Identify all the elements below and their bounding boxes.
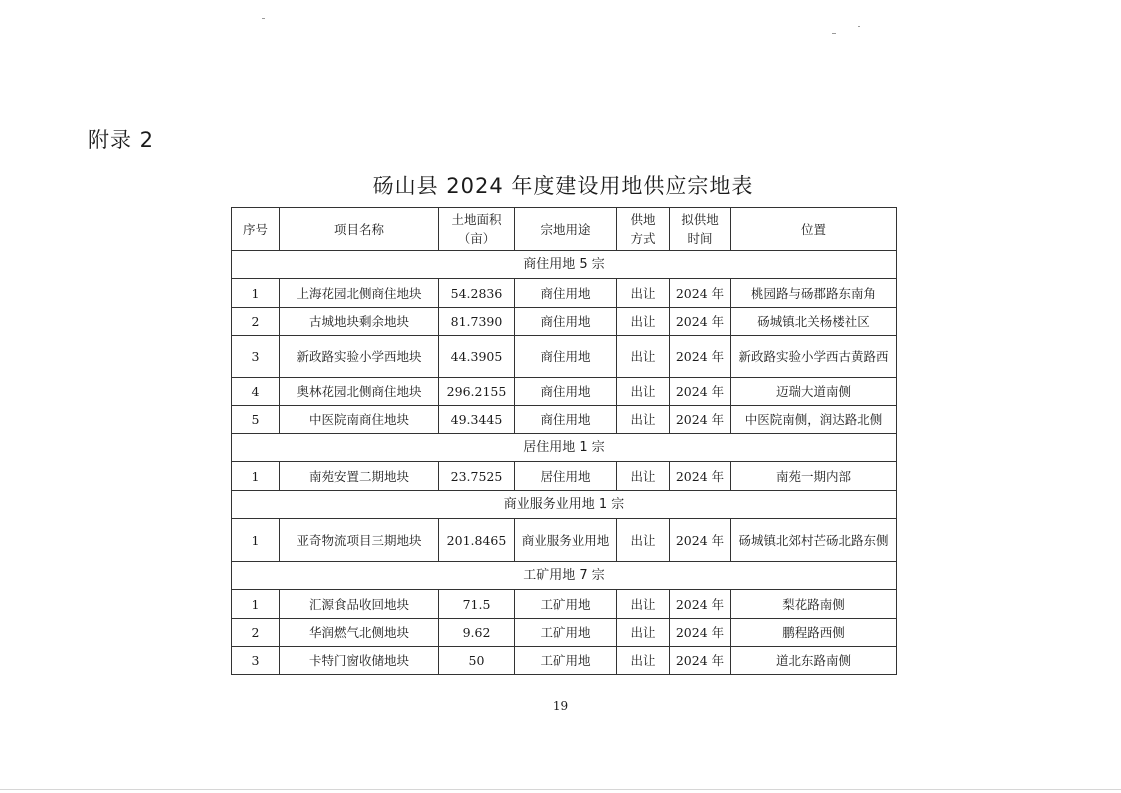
group-label: 商业服务业用地 1 宗 [232,491,897,519]
cell-use: 商住用地 [515,406,617,434]
header-use: 宗地用途 [515,208,617,251]
cell-location: 桃园路与砀郡路东南角 [731,279,897,308]
cell-name: 亚奇物流项目三期地块 [280,519,439,562]
cell-name: 华润燃气北侧地块 [280,619,439,647]
cell-time: 2024 年 [670,590,731,619]
cell-location: 梨花路南侧 [731,590,897,619]
cell-area: 49.3445 [439,406,515,434]
cell-name: 奥林花园北侧商住地块 [280,378,439,406]
table-row [232,336,897,378]
cell-area: 201.8465 [439,519,515,562]
table-row [232,406,897,434]
header-time-line1: 拟供地 [681,212,719,227]
header-seq: 序号 [232,208,280,251]
cell-time: 2024 年 [670,519,731,562]
cell-seq: 1 [232,462,280,491]
cell-location: 中医院南侧，润达路北侧 [731,406,897,434]
table-row [232,462,897,491]
cell-use: 居住用地 [515,462,617,491]
cell-use: 工矿用地 [515,647,617,675]
cell-use: 工矿用地 [515,619,617,647]
scan-speck [832,33,836,34]
cell-method: 出让 [617,519,670,562]
table-row [232,519,897,562]
header-time [670,208,731,251]
cell-location: 砀城镇北关杨楼社区 [731,308,897,336]
header-method-line1: 供地 [630,212,656,227]
cell-location: 南苑一期内部 [731,462,897,491]
table-row [232,590,897,619]
cell-method: 出让 [617,647,670,675]
cell-seq: 1 [232,590,280,619]
cell-location: 迈瑞大道南侧 [731,378,897,406]
cell-location: 道北东路南侧 [731,647,897,675]
cell-location: 新政路实验小学西古黄路西 [731,336,897,378]
header-area-line2: （亩） [457,231,496,246]
cell-area: 23.7525 [439,462,515,491]
cell-method: 出让 [617,590,670,619]
group-row [232,434,897,462]
cell-seq: 1 [232,519,280,562]
header-area [439,208,515,251]
cell-name: 南苑安置二期地块 [280,462,439,491]
scan-speck [858,26,860,27]
cell-area: 81.7390 [439,308,515,336]
cell-time: 2024 年 [670,647,731,675]
appendix-label: 附录 2 [88,128,155,152]
cell-method: 出让 [617,336,670,378]
cell-time: 2024 年 [670,406,731,434]
table-row [232,279,897,308]
group-row [232,491,897,519]
page-number: 19 [552,699,569,713]
cell-name: 卡特门窗收储地块 [280,647,439,675]
cell-name: 古城地块剩余地块 [280,308,439,336]
cell-method: 出让 [617,308,670,336]
cell-use: 商业服务业用地 [515,519,617,562]
cell-area: 54.2836 [439,279,515,308]
page-bottom-edge [0,789,1121,790]
cell-time: 2024 年 [670,336,731,378]
table-row [232,647,897,675]
cell-method: 出让 [617,462,670,491]
cell-use: 商住用地 [515,378,617,406]
header-method-line2: 方式 [630,231,656,246]
group-row [232,251,897,279]
cell-time: 2024 年 [670,619,731,647]
cell-seq: 2 [232,308,280,336]
cell-use: 商住用地 [515,308,617,336]
header-name: 项目名称 [280,208,439,251]
group-label: 商住用地 5 宗 [232,251,897,279]
cell-seq: 2 [232,619,280,647]
cell-time: 2024 年 [670,462,731,491]
table-row [232,378,897,406]
cell-time: 2024 年 [670,308,731,336]
cell-location: 鹏程路西侧 [731,619,897,647]
cell-method: 出让 [617,378,670,406]
cell-name: 汇源食品收回地块 [280,590,439,619]
land-supply-table [231,207,897,675]
cell-area: 50 [439,647,515,675]
table-body [232,208,897,675]
cell-area: 9.62 [439,619,515,647]
group-label: 工矿用地 7 宗 [232,562,897,590]
cell-seq: 3 [232,647,280,675]
group-label: 居住用地 1 宗 [232,434,897,462]
cell-use: 工矿用地 [515,590,617,619]
table-title: 砀山县 2024 年度建设用地供应宗地表 [372,174,754,198]
cell-name: 中医院南商住地块 [280,406,439,434]
scan-speck [262,18,265,19]
header-method [617,208,670,251]
cell-use: 商住用地 [515,279,617,308]
cell-name: 新政路实验小学西地块 [280,336,439,378]
header-location: 位置 [731,208,897,251]
cell-time: 2024 年 [670,378,731,406]
cell-area: 71.5 [439,590,515,619]
table-row [232,619,897,647]
cell-method: 出让 [617,406,670,434]
cell-name: 上海花园北侧商住地块 [280,279,439,308]
cell-seq: 4 [232,378,280,406]
cell-method: 出让 [617,619,670,647]
cell-seq: 1 [232,279,280,308]
cell-use: 商住用地 [515,336,617,378]
cell-seq: 5 [232,406,280,434]
cell-method: 出让 [617,279,670,308]
header-time-line2: 时间 [687,231,713,246]
cell-area: 296.2155 [439,378,515,406]
cell-time: 2024 年 [670,279,731,308]
cell-seq: 3 [232,336,280,378]
header-area-line1: 土地面积 [451,212,502,227]
header-row [232,208,897,251]
cell-area: 44.3905 [439,336,515,378]
cell-location: 砀城镇北郊村芒砀北路东侧 [731,519,897,562]
table-row [232,308,897,336]
group-row [232,562,897,590]
